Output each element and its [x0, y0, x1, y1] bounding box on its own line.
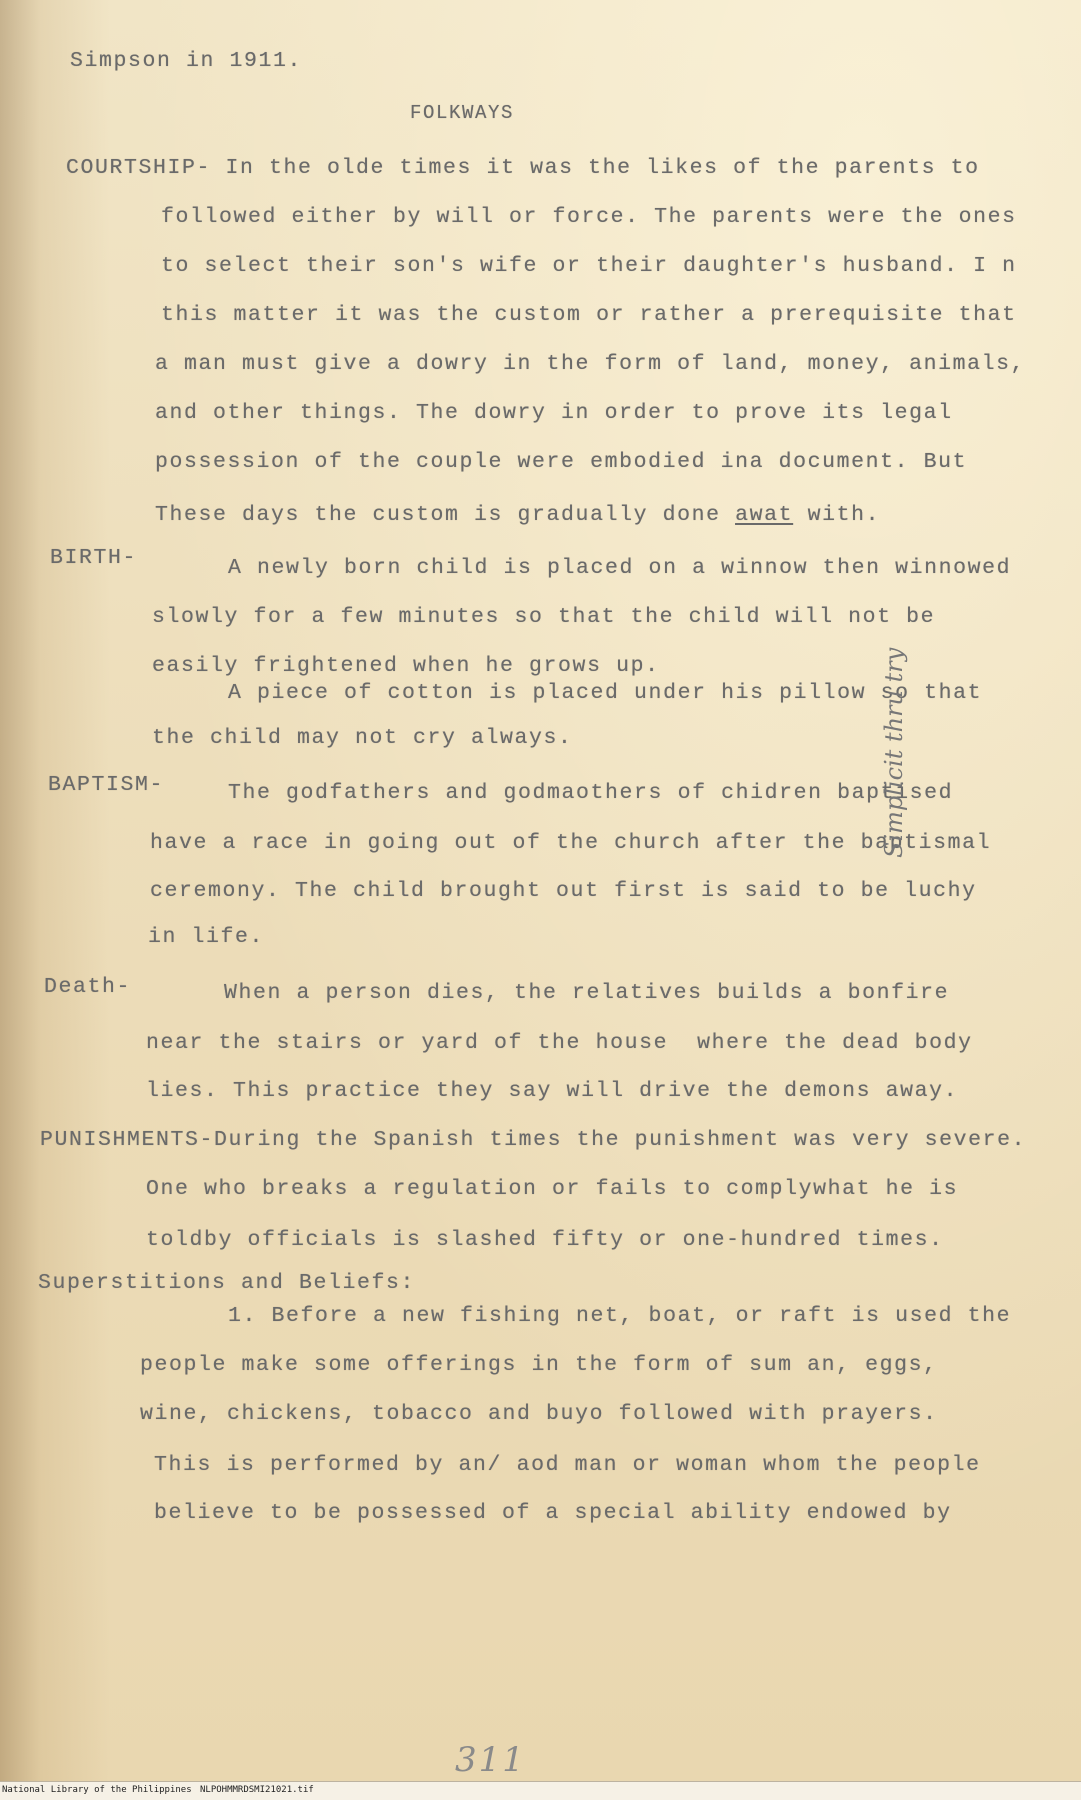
birth-line-3: easily frightened when he grows up.	[152, 654, 660, 678]
baptism-heading: BAPTISM-	[48, 773, 165, 797]
death-line-2: near the stairs or yard of the house where the dead body	[146, 1031, 973, 1055]
courtship-line-8-start: These days the custom is gradually done	[155, 503, 736, 527]
baptism-line-2: have a race in going out of the church after the baptismal	[150, 831, 992, 855]
punishments-line-3: toldby officials is slashed fifty or one-hundred times.	[146, 1228, 944, 1252]
punishments-line-1: PUNISHMENTS-During the Spanish times the punishment was very severe.	[40, 1128, 1027, 1152]
superstitions-heading: Superstitions and Beliefs:	[38, 1271, 416, 1295]
superstitions-line-4-end: aod man or woman whom the people	[502, 1453, 981, 1477]
baptism-line-1: The godfathers and godmaothers of chidren baptised	[228, 781, 954, 805]
death-line-3: lies. This practice they say will drive the demons away.	[146, 1079, 959, 1103]
footer-filename: NLPOHMMRDSMI21021.tif	[200, 1785, 314, 1795]
birth-line-1: A newly born child is placed on a winnow then winnowed	[228, 556, 1012, 580]
birth-line-2: slowly for a few minutes so that the child will not be	[152, 605, 936, 629]
courtship-line-1: COURTSHIP- In the olde times it was the likes of the parents to	[66, 156, 980, 180]
courtship-line-5: a man must give a dowry in the form of land, money, animals,	[155, 352, 1026, 376]
birth-heading: BIRTH-	[50, 546, 138, 570]
courtship-line-3: to select their son's wife or their daughter's husband. I n	[161, 254, 1017, 278]
scan-footer	[0, 1781, 1081, 1800]
superstitions-line-4	[154, 1452, 981, 1478]
superstitions-line-1: 1. Before a new fishing net, boat, or raft is used the	[228, 1304, 1012, 1328]
punishments-line-2: One who breaks a regulation or fails to complywhat he is	[146, 1177, 959, 1201]
courtship-line-8	[155, 502, 880, 528]
baptism-line-4: in life.	[148, 925, 265, 949]
struck-word: an/	[458, 1453, 503, 1477]
superstitions-line-5: believe to be possessed of a special ability endowed by	[154, 1501, 952, 1525]
courtship-line-2: followed either by will or force. The parents were the ones	[161, 205, 1017, 229]
footer-library: National Library of the Philippines	[2, 1785, 192, 1795]
header-line: Simpson in 1911.	[70, 49, 303, 73]
superstitions-line-4-start: This is performed by	[154, 1453, 459, 1477]
courtship-line-6: and other things. The dowry in order to prove its legal	[155, 401, 953, 425]
courtship-line-7: possession of the couple were embodied ina document. But	[155, 450, 968, 474]
handwritten-margin-note: Simplicit thru try	[880, 647, 908, 858]
death-line-1: When a person dies, the relatives builds a bonfire	[224, 981, 950, 1005]
superstitions-line-2: people make some offerings in the form of sum an, eggs,	[140, 1353, 938, 1377]
baptism-line-3: ceremony. The child brought out first is said to be luchy	[150, 879, 977, 903]
underlined-word: awat	[735, 503, 794, 527]
courtship-line-4: this matter it was the custom or rather a prerequisite that	[161, 303, 1017, 327]
death-heading: Death-	[44, 975, 132, 999]
section-title: FOLKWAYS	[410, 102, 515, 124]
courtship-line-8-end: with.	[793, 503, 881, 527]
birth-line-4: A piece of cotton is placed under his pillow so that	[228, 681, 983, 705]
superstitions-line-3: wine, chickens, tobacco and buyo followed with prayers.	[140, 1402, 938, 1426]
birth-line-5: the child may not cry always.	[152, 726, 573, 750]
handwritten-page-number: 311	[455, 1740, 526, 1780]
